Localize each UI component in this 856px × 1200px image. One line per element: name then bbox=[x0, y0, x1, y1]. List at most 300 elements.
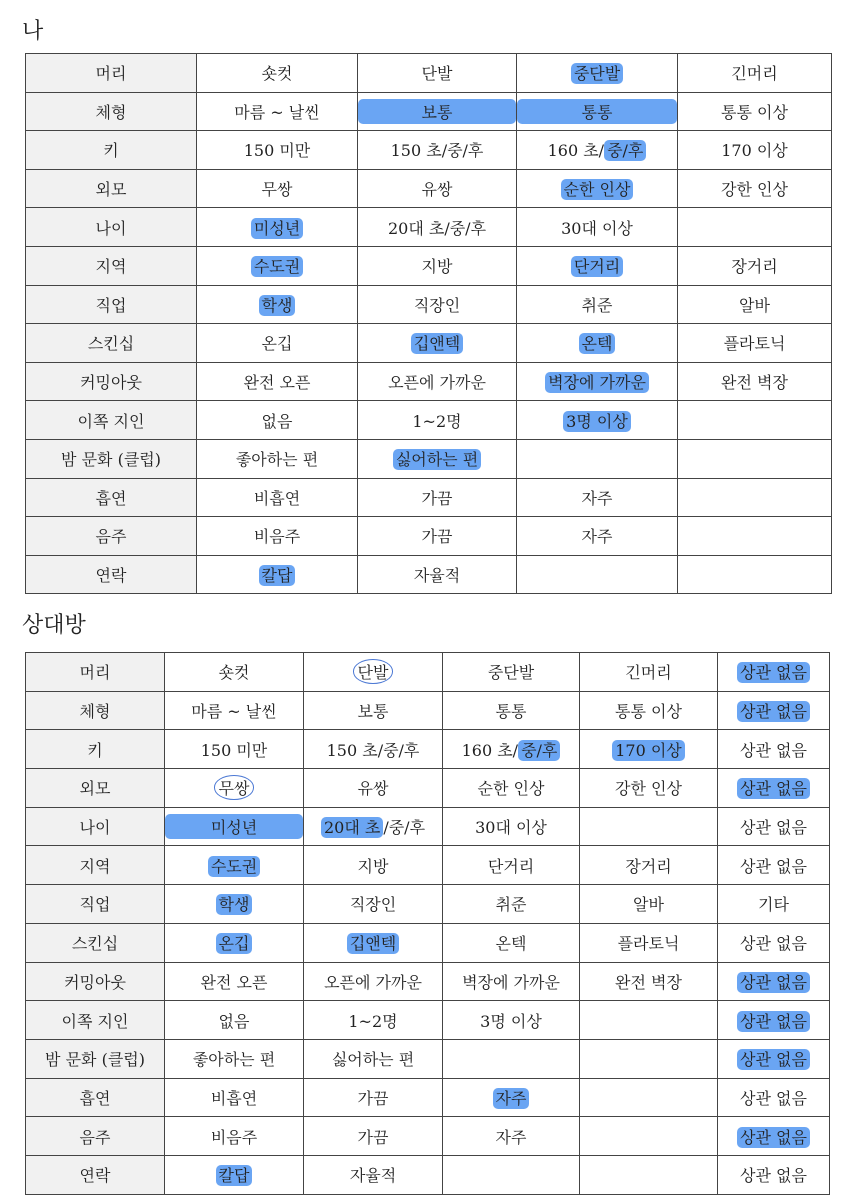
option-cell bbox=[580, 1078, 718, 1117]
option-text: 숏컷 bbox=[261, 64, 293, 84]
option-cell bbox=[580, 730, 718, 769]
option-cell bbox=[678, 92, 832, 131]
option-text: 마름 ~ 날씬 bbox=[234, 102, 320, 122]
option-text: 칼답 bbox=[259, 565, 296, 586]
option-cell bbox=[718, 1001, 830, 1040]
option-cell bbox=[718, 1039, 830, 1078]
option-cell bbox=[358, 478, 517, 517]
option-cell bbox=[580, 807, 718, 846]
table-row bbox=[26, 285, 832, 324]
option-text: 지방 bbox=[357, 856, 389, 876]
option-cell bbox=[197, 246, 358, 285]
option-text: 통통 bbox=[517, 99, 677, 124]
option-cell bbox=[304, 1001, 443, 1040]
row-label: 키 bbox=[26, 730, 165, 769]
option-text-part: 중/후 bbox=[518, 740, 560, 761]
option-text: 통통 이상 bbox=[615, 702, 682, 722]
option-cell bbox=[718, 962, 830, 1001]
option-cell bbox=[304, 962, 443, 1001]
option-cell bbox=[197, 362, 358, 401]
option-cell bbox=[165, 1155, 304, 1194]
option-cell bbox=[165, 1001, 304, 1040]
table-row bbox=[26, 885, 830, 924]
option-text: 상관 없음 bbox=[740, 934, 807, 954]
option-text-part: 160 초/ bbox=[547, 141, 605, 161]
option-cell bbox=[358, 246, 517, 285]
option-cell bbox=[678, 285, 832, 324]
option-cell bbox=[517, 92, 678, 131]
option-text: 자주 bbox=[581, 488, 613, 508]
option-cell bbox=[678, 439, 832, 478]
option-text: 학생 bbox=[216, 894, 253, 915]
option-text: 취준 bbox=[581, 295, 613, 315]
option-cell bbox=[165, 807, 304, 846]
option-text: 순한 인상 bbox=[561, 179, 634, 200]
row-label: 머리 bbox=[26, 54, 197, 93]
option-text: 수도권 bbox=[208, 856, 260, 877]
option-text: 30대 이상 bbox=[561, 218, 633, 238]
option-text: 유쌍 bbox=[357, 779, 389, 799]
option-text: 상관 없음 bbox=[740, 1166, 807, 1186]
option-cell bbox=[197, 208, 358, 247]
option-text: 싫어하는 편 bbox=[331, 1050, 415, 1070]
option-cell bbox=[358, 401, 517, 440]
option-text: 자주 bbox=[581, 527, 613, 547]
option-cell bbox=[165, 691, 304, 730]
option-cell bbox=[517, 478, 678, 517]
option-cell bbox=[678, 131, 832, 170]
option-text: 알바 bbox=[633, 895, 664, 915]
option-text: 150 초/중/후 bbox=[390, 141, 484, 161]
option-cell bbox=[197, 517, 358, 556]
option-cell bbox=[304, 923, 443, 962]
option-text: 없음 bbox=[261, 411, 293, 431]
row-label: 음주 bbox=[26, 1117, 165, 1156]
option-text: 비음주 bbox=[253, 527, 301, 547]
option-text: 보통 bbox=[358, 99, 516, 124]
option-text: 완전 오픈 bbox=[243, 373, 311, 393]
option-cell bbox=[443, 962, 580, 1001]
option-cell bbox=[443, 1155, 580, 1194]
option-cell bbox=[358, 92, 517, 131]
option-cell bbox=[443, 846, 580, 885]
option-text-part: 160 초/ bbox=[461, 740, 519, 760]
row-label: 커밍아웃 bbox=[26, 362, 197, 401]
option-cell bbox=[443, 691, 580, 730]
option-text: 통통 이상 bbox=[721, 102, 788, 122]
option-cell bbox=[580, 769, 718, 808]
option-cell bbox=[580, 1039, 718, 1078]
option-cell bbox=[304, 885, 443, 924]
option-cell bbox=[580, 1001, 718, 1040]
row-label: 체형 bbox=[26, 691, 165, 730]
section-title-me: 나 bbox=[22, 19, 44, 44]
option-text: 비흡연 bbox=[210, 1088, 258, 1108]
option-text: 순한 인상 bbox=[477, 779, 545, 799]
row-label: 음주 bbox=[26, 517, 197, 556]
option-text: 자율적 bbox=[413, 566, 461, 586]
option-text: 미성년 bbox=[165, 814, 303, 839]
option-cell bbox=[197, 401, 358, 440]
table-row bbox=[26, 169, 832, 208]
table-row bbox=[26, 1078, 830, 1117]
table-row bbox=[26, 131, 832, 170]
option-cell bbox=[718, 769, 830, 808]
option-cell bbox=[358, 324, 517, 363]
option-cell bbox=[197, 169, 358, 208]
option-text: 상관 없음 bbox=[737, 1011, 810, 1032]
option-cell bbox=[718, 923, 830, 962]
option-cell bbox=[165, 1117, 304, 1156]
option-text: 알바 bbox=[739, 295, 770, 315]
option-text: 자주 bbox=[495, 1127, 527, 1147]
option-cell bbox=[580, 691, 718, 730]
table-row bbox=[26, 691, 830, 730]
option-text: 직장인 bbox=[349, 895, 397, 915]
option-cell bbox=[197, 324, 358, 363]
option-text: 깁앤텍 bbox=[347, 933, 399, 954]
row-label: 밤 문화 (클럽) bbox=[26, 439, 197, 478]
table-body-me bbox=[26, 54, 832, 594]
table-row bbox=[26, 555, 832, 594]
option-cell bbox=[304, 653, 443, 692]
option-cell bbox=[580, 1117, 718, 1156]
option-text: 유쌍 bbox=[421, 180, 453, 200]
row-label: 나이 bbox=[26, 208, 197, 247]
option-cell bbox=[358, 54, 517, 93]
option-cell bbox=[304, 1078, 443, 1117]
option-text: 강한 인상 bbox=[721, 180, 788, 200]
option-cell bbox=[580, 1155, 718, 1194]
option-text: 20대 초/중/후 bbox=[387, 218, 487, 238]
option-cell bbox=[304, 1117, 443, 1156]
option-cell bbox=[718, 1117, 830, 1156]
option-text: 벽장에 가까운 bbox=[462, 972, 560, 992]
option-text: 상관 없음 bbox=[737, 662, 810, 683]
row-label: 이쪽 지인 bbox=[26, 1001, 165, 1040]
option-text: 무쌍 bbox=[214, 775, 255, 800]
option-cell bbox=[517, 362, 678, 401]
option-text: 플라토닉 bbox=[723, 334, 786, 354]
option-cell bbox=[718, 1155, 830, 1194]
option-cell bbox=[517, 401, 678, 440]
option-text-part: 중/후 bbox=[604, 140, 646, 161]
option-text: 강한 인상 bbox=[615, 779, 682, 799]
row-label: 연락 bbox=[26, 555, 197, 594]
option-cell bbox=[358, 169, 517, 208]
option-text: 보통 bbox=[357, 702, 389, 722]
option-text-part: /중/후 bbox=[383, 818, 426, 838]
option-text: 상관 없음 bbox=[737, 972, 810, 993]
row-label: 커밍아웃 bbox=[26, 962, 165, 1001]
option-text: 170 이상 bbox=[721, 141, 788, 161]
row-label: 연락 bbox=[26, 1155, 165, 1194]
option-text: 단거리 bbox=[571, 256, 623, 277]
option-cell bbox=[165, 1078, 304, 1117]
option-cell bbox=[678, 362, 832, 401]
option-cell bbox=[678, 324, 832, 363]
option-text: 플라토닉 bbox=[617, 934, 680, 954]
option-text: 좋아하는 편 bbox=[192, 1050, 276, 1070]
option-cell bbox=[580, 653, 718, 692]
option-cell bbox=[358, 517, 517, 556]
table-row bbox=[26, 1039, 830, 1078]
option-cell bbox=[304, 846, 443, 885]
row-label: 직업 bbox=[26, 285, 197, 324]
option-text: 단발 bbox=[421, 64, 453, 84]
option-cell bbox=[165, 730, 304, 769]
option-text: 무쌍 bbox=[261, 180, 293, 200]
option-cell bbox=[197, 555, 358, 594]
option-cell bbox=[517, 54, 678, 93]
table-row bbox=[26, 807, 830, 846]
option-cell bbox=[165, 923, 304, 962]
option-cell bbox=[197, 478, 358, 517]
table-row bbox=[26, 362, 832, 401]
option-text: 수도권 bbox=[251, 256, 303, 277]
option-text: 완전 벽장 bbox=[615, 972, 682, 992]
option-text: 자주 bbox=[493, 1088, 530, 1109]
option-cell bbox=[580, 846, 718, 885]
preference-table-me bbox=[25, 53, 832, 594]
option-cell bbox=[358, 131, 517, 170]
option-cell bbox=[718, 691, 830, 730]
table-body-partner bbox=[26, 653, 830, 1195]
option-text: 완전 오픈 bbox=[200, 972, 268, 992]
option-text: 150 미만 bbox=[243, 141, 311, 161]
option-cell bbox=[678, 208, 832, 247]
option-text: 1~2명 bbox=[348, 1011, 398, 1031]
option-cell bbox=[304, 769, 443, 808]
option-text: 직장인 bbox=[413, 295, 461, 315]
option-text: 온텍 bbox=[579, 333, 616, 354]
option-cell bbox=[580, 885, 718, 924]
table-row bbox=[26, 1001, 830, 1040]
option-text: 상관 없음 bbox=[740, 740, 807, 760]
option-text: 칼답 bbox=[216, 1165, 253, 1186]
option-cell bbox=[718, 885, 830, 924]
option-cell bbox=[517, 555, 678, 594]
option-cell bbox=[517, 517, 678, 556]
option-cell bbox=[718, 1078, 830, 1117]
option-text: 170 이상 bbox=[612, 740, 685, 761]
option-cell bbox=[443, 807, 580, 846]
row-label: 흡연 bbox=[26, 478, 197, 517]
option-cell bbox=[358, 208, 517, 247]
option-cell bbox=[443, 653, 580, 692]
option-text: 마름 ~ 날씬 bbox=[191, 702, 277, 722]
option-text: 가끔 bbox=[421, 527, 453, 547]
option-cell bbox=[165, 769, 304, 808]
option-cell bbox=[358, 439, 517, 478]
option-cell bbox=[443, 730, 580, 769]
table-row bbox=[26, 439, 832, 478]
option-cell bbox=[517, 131, 678, 170]
option-text: 온텍 bbox=[495, 934, 527, 954]
option-text: 자율적 bbox=[349, 1166, 397, 1186]
option-cell bbox=[580, 962, 718, 1001]
table-row bbox=[26, 730, 830, 769]
option-cell bbox=[197, 92, 358, 131]
option-text: 장거리 bbox=[731, 257, 778, 277]
option-cell bbox=[304, 1039, 443, 1078]
section-title-partner: 상대방 bbox=[22, 613, 86, 638]
option-text: 가끔 bbox=[421, 488, 453, 508]
table-row bbox=[26, 208, 832, 247]
option-cell bbox=[517, 208, 678, 247]
option-cell bbox=[197, 54, 358, 93]
table-row bbox=[26, 478, 832, 517]
option-text: 150 미만 bbox=[200, 740, 268, 760]
preference-table-partner bbox=[25, 652, 830, 1195]
option-text: 온깁 bbox=[216, 933, 253, 954]
table-row bbox=[26, 769, 830, 808]
option-text: 150 초/중/후 bbox=[326, 740, 420, 760]
option-text: 오픈에 가까운 bbox=[324, 972, 422, 992]
option-text: 1~2명 bbox=[412, 411, 462, 431]
table-row bbox=[26, 846, 830, 885]
option-cell bbox=[443, 1039, 580, 1078]
option-cell bbox=[517, 285, 678, 324]
row-label: 이쪽 지인 bbox=[26, 401, 197, 440]
option-text: 없음 bbox=[218, 1011, 250, 1031]
option-text: 비흡연 bbox=[253, 488, 301, 508]
table-row bbox=[26, 923, 830, 962]
option-text: 상관 없음 bbox=[737, 778, 810, 799]
option-cell bbox=[678, 517, 832, 556]
row-label: 지역 bbox=[26, 246, 197, 285]
row-label: 나이 bbox=[26, 807, 165, 846]
option-text: 중단발 bbox=[571, 63, 623, 84]
option-text: 단거리 bbox=[487, 856, 535, 876]
table-row bbox=[26, 92, 832, 131]
option-text: 긴머리 bbox=[731, 64, 778, 84]
option-text: 3명 이상 bbox=[563, 411, 631, 432]
table-row bbox=[26, 653, 830, 692]
option-cell bbox=[517, 439, 678, 478]
option-cell bbox=[165, 653, 304, 692]
option-cell bbox=[197, 131, 358, 170]
option-cell bbox=[443, 923, 580, 962]
option-text: 장거리 bbox=[625, 856, 672, 876]
row-label: 외모 bbox=[26, 769, 165, 808]
option-text: 비음주 bbox=[210, 1127, 258, 1147]
table-row bbox=[26, 517, 832, 556]
option-text: 30대 이상 bbox=[475, 818, 547, 838]
option-cell bbox=[517, 169, 678, 208]
option-cell bbox=[304, 1155, 443, 1194]
option-text: 단발 bbox=[353, 659, 394, 684]
option-text: 벽장에 가까운 bbox=[545, 372, 649, 393]
option-cell bbox=[718, 846, 830, 885]
option-cell bbox=[517, 324, 678, 363]
row-label: 지역 bbox=[26, 846, 165, 885]
row-label: 체형 bbox=[26, 92, 197, 131]
option-cell bbox=[678, 169, 832, 208]
option-cell bbox=[678, 54, 832, 93]
option-text: 싫어하는 편 bbox=[393, 449, 481, 470]
option-text: 3명 이상 bbox=[480, 1011, 542, 1031]
row-label: 스킨십 bbox=[26, 324, 197, 363]
option-cell bbox=[304, 691, 443, 730]
option-cell bbox=[358, 555, 517, 594]
option-cell bbox=[580, 923, 718, 962]
option-text: 통통 bbox=[495, 702, 527, 722]
option-cell bbox=[358, 285, 517, 324]
option-text: 미성년 bbox=[251, 218, 303, 239]
option-cell bbox=[443, 769, 580, 808]
option-cell bbox=[165, 885, 304, 924]
option-cell bbox=[718, 730, 830, 769]
option-text: 온깁 bbox=[261, 334, 293, 354]
option-text: 취준 bbox=[495, 895, 527, 915]
option-cell bbox=[304, 730, 443, 769]
table-row bbox=[26, 1117, 830, 1156]
option-text: 상관 없음 bbox=[740, 1088, 807, 1108]
option-text: 상관 없음 bbox=[737, 1127, 810, 1148]
option-text: 기타 bbox=[758, 895, 789, 915]
option-cell bbox=[443, 1001, 580, 1040]
option-text: 상관 없음 bbox=[737, 701, 810, 722]
row-label: 머리 bbox=[26, 653, 165, 692]
option-cell bbox=[718, 807, 830, 846]
option-cell bbox=[443, 1117, 580, 1156]
option-text: 지방 bbox=[421, 257, 453, 277]
table-row bbox=[26, 401, 832, 440]
option-cell bbox=[678, 478, 832, 517]
row-label: 직업 bbox=[26, 885, 165, 924]
row-label: 키 bbox=[26, 131, 197, 170]
row-label: 흡연 bbox=[26, 1078, 165, 1117]
option-cell bbox=[678, 401, 832, 440]
option-cell bbox=[165, 962, 304, 1001]
row-label: 외모 bbox=[26, 169, 197, 208]
option-text: 긴머리 bbox=[625, 663, 672, 683]
option-cell bbox=[443, 1078, 580, 1117]
option-text-part: 20대 초 bbox=[321, 817, 383, 838]
table-row bbox=[26, 1155, 830, 1194]
option-cell bbox=[165, 1039, 304, 1078]
option-cell bbox=[718, 653, 830, 692]
option-text: 가끔 bbox=[357, 1127, 389, 1147]
row-label: 스킨십 bbox=[26, 923, 165, 962]
option-text: 상관 없음 bbox=[740, 856, 807, 876]
row-label: 밤 문화 (클럽) bbox=[26, 1039, 165, 1078]
option-text: 상관 없음 bbox=[740, 818, 807, 838]
option-cell bbox=[197, 439, 358, 478]
option-text: 중단발 bbox=[487, 663, 535, 683]
option-cell bbox=[517, 246, 678, 285]
option-cell bbox=[165, 846, 304, 885]
option-cell bbox=[443, 885, 580, 924]
option-text: 상관 없음 bbox=[737, 1049, 810, 1070]
option-text: 가끔 bbox=[357, 1088, 389, 1108]
table-row bbox=[26, 962, 830, 1001]
option-cell bbox=[358, 362, 517, 401]
option-text: 깁앤텍 bbox=[411, 333, 463, 354]
option-cell bbox=[678, 555, 832, 594]
table-row bbox=[26, 246, 832, 285]
table-row bbox=[26, 54, 832, 93]
option-text: 좋아하는 편 bbox=[235, 450, 319, 470]
option-text: 오픈에 가까운 bbox=[388, 373, 486, 393]
option-text: 학생 bbox=[259, 295, 296, 316]
option-text: 완전 벽장 bbox=[721, 373, 788, 393]
table-row bbox=[26, 324, 832, 363]
option-cell bbox=[678, 246, 832, 285]
option-cell bbox=[304, 807, 443, 846]
option-cell bbox=[197, 285, 358, 324]
